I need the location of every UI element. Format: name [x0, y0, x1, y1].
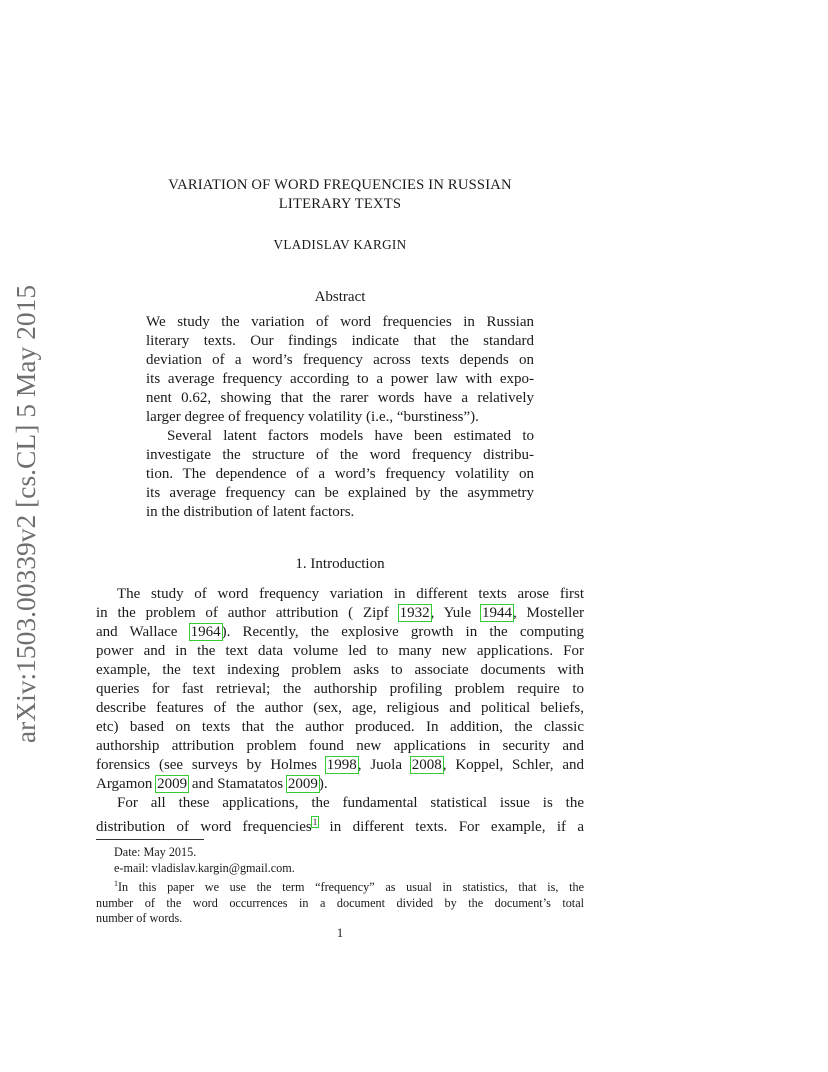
- abstract-heading: Abstract: [314, 289, 366, 305]
- abstract-line: literary texts. Our findings indicate that the standard: [146, 333, 534, 349]
- intro-line: power and in the text data volume led to many new applications. For: [96, 643, 584, 659]
- intro-line: etc) based on texts that the author produced. In addition, the classic: [96, 719, 584, 735]
- abstract-body: [146, 313, 534, 522]
- intro-line: in the problem of author attribution ( Zipf 1932, Yule 1944, Mosteller: [96, 605, 584, 621]
- author-name: VLADISLAV KARGIN: [273, 237, 407, 252]
- arxiv-stamp-text: arXiv:1503.00339v2 [cs.CL] 5 May 2015: [10, 284, 41, 744]
- footnote-link[interactable]: 1: [312, 817, 318, 827]
- footnote-text: number of the word occurrences in a document divided by the document’s total: [96, 895, 584, 910]
- footnote-text: $^1$In this paper we use the term “frequency” as usual in statistics, that is, the: [114, 879, 584, 894]
- abstract-line: deviation of a word’s frequency across texts depends on: [146, 352, 534, 368]
- title-line: VARIATION OF WORD FREQUENCIES IN RUSSIAN: [168, 177, 512, 193]
- footnote-divider: [96, 839, 204, 840]
- footnote-marker: 1: [114, 879, 118, 888]
- introduction-body: [96, 585, 584, 837]
- footnotes: [96, 845, 584, 927]
- abstract-line: its average frequency according to a power law with expo-: [146, 371, 534, 387]
- footnote-date: Date: May 2015.: [114, 845, 197, 859]
- intro-line: example, the text indexing problem asks to associate documents with: [96, 662, 584, 678]
- abstract-line: in the distribution of latent factors.: [146, 504, 355, 520]
- abstract-line: tion. The dependence of a word’s frequency volatility on: [146, 466, 534, 482]
- citation-link[interactable]: 1944: [481, 605, 512, 621]
- page-number: 1: [336, 926, 344, 940]
- footnote-email: e-mail: vladislav.kargin@gmail.com.: [114, 860, 295, 875]
- intro-line: distribution of word frequencies$^1$ in different texts. For example, if a: [96, 817, 584, 835]
- citation-link[interactable]: 2009: [157, 776, 188, 792]
- abstract-line: nent 0.62, showing that the rarer words have a relatively: [146, 390, 534, 406]
- intro-line: For all these applications, the fundamental statistical issue is the: [117, 795, 584, 811]
- intro-line: Argamon 2009 and Stamatatos 2009).: [96, 776, 328, 792]
- citation-link[interactable]: 2008: [411, 757, 442, 773]
- intro-line: queries for fast retrieval; the authorship profiling problem require to: [96, 681, 584, 697]
- abstract-line: We study the variation of word frequencies in Russian: [146, 314, 534, 330]
- citation-link[interactable]: 1998: [326, 757, 357, 773]
- intro-line: describe features of the author (sex, age, religious and political beliefs,: [96, 700, 584, 716]
- intro-line: The study of word frequency variation in different texts arose first: [117, 586, 584, 602]
- abstract-line: investigate the structure of the word frequency distribu-: [146, 447, 534, 463]
- abstract-line: its average frequency can be explained by the asymmetry: [146, 485, 534, 501]
- abstract-line: Several latent factors models have been estimated to: [167, 428, 534, 444]
- arxiv-stamp: [8, 284, 44, 744]
- citation-link[interactable]: 2009: [287, 776, 318, 792]
- title-line: LITERARY TEXTS: [278, 196, 402, 212]
- citation-link[interactable]: 1964: [190, 624, 221, 640]
- paper-title: [100, 176, 580, 214]
- section-heading: 1. Introduction: [295, 556, 385, 572]
- footnote-text: number of words.: [96, 911, 183, 925]
- abstract-line: larger degree of frequency volatility (i.e., “burstiness”).: [146, 409, 479, 425]
- intro-line: authorship attribution problem found new applications in security and: [96, 738, 584, 754]
- intro-line: and Wallace 1964). Recently, the explosive growth in the computing: [96, 624, 585, 640]
- intro-line: forensics (see surveys by Holmes 1998, Juola 2008, Koppel, Schler, and: [96, 757, 584, 773]
- citation-link[interactable]: 1932: [399, 605, 430, 621]
